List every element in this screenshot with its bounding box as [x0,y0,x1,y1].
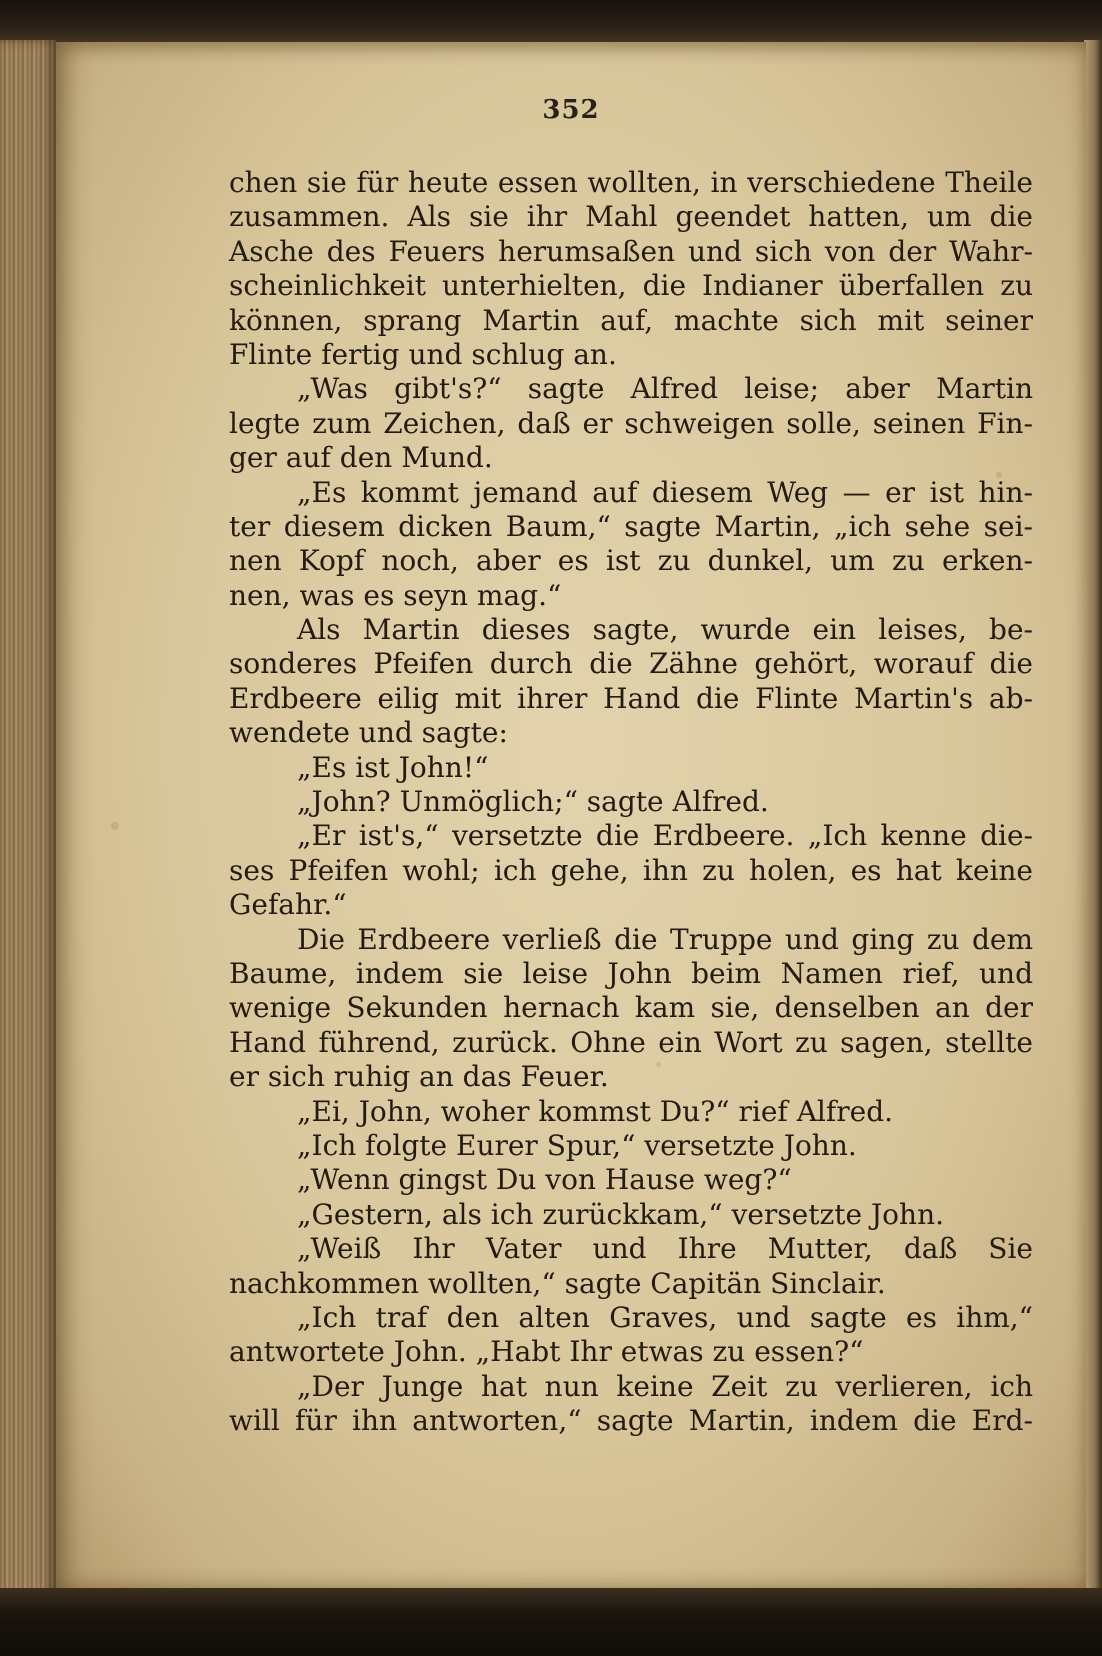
book-page [56,42,1086,1594]
text-line: „Gestern, als ich zurückkam,“ versetzte John. [297,1197,945,1231]
text-line: „Ei, John, woher kommst Du?“ rief Alfred. [297,1094,894,1128]
text-line: „Er ist's,“ versetzte die Erdbeere. „Ich kenne die- [297,819,1033,853]
text-line: „Es kommt jemand auf diesem Weg — er ist hin- [297,475,1033,509]
text-line: „Was gibt's?“ sagte Alfred leise; aber Martin [297,372,1033,406]
paper-stain [111,822,119,830]
text-line: wendete und sagte: [229,716,508,750]
text-line: will für ihn antworten,“ sagte Martin, indem die Erd- [229,1404,1033,1438]
text-line: Baume, indem sie leise John beim Namen rief, und [229,956,1033,990]
text-line: „Wenn gingst Du von Hause weg?“ [297,1163,792,1197]
text-line: wenige Sekunden hernach kam sie, denselben an der [229,991,1033,1025]
text-line: scheinlichkeit unterhielten, die Indianer überfallen zu [229,269,1033,303]
text-line: sonderes Pfeifen durch die Zähne gehört, worauf die [229,647,1033,681]
text-line: ter diesem dicken Baum,“ sagte Martin, „ich sehe sei- [229,509,1033,543]
text-line: „Weiß Ihr Vater und Ihre Mutter, daß Sie [297,1232,1033,1266]
text-line: Die Erdbeere verließ die Truppe und ging zu dem [297,922,1033,956]
text-line: „Ich folgte Eurer Spur,“ versetzte John. [297,1128,857,1162]
text-line: Gefahr.“ [229,888,347,922]
text-line: chen sie für heute essen wollten, in verschiedene Theile [229,166,1033,199]
text-line: „Der Junge hat nun keine Zeit zu verlieren, ich [297,1369,1033,1403]
text-line: ses Pfeifen wohl; ich gehe, ihn zu holen, es hat keine [229,853,1033,887]
text-line: Hand führend, zurück. Ohne ein Wort zu sagen, stellte [229,1025,1033,1059]
book-page-edge-right [1084,40,1102,1600]
text-line: ger auf den Mund. [229,441,493,475]
text-line: Erdbeere eilig mit ihrer Hand die Flinte Martin's ab- [229,681,1033,715]
text-line: „Es ist John!“ [297,750,489,784]
book-top-edge [0,0,1102,46]
text-line: Flinte fertig und schlug an. [229,337,617,371]
text-line: Asche des Feuers herumsaßen und sich von der Wahr- [229,234,1033,268]
text-line: Als Martin dieses sagte, wurde ein leises, be- [297,613,1033,647]
text-line: „Ich traf den alten Graves, und sagte es ihm,“ [297,1300,1033,1334]
text-line: nen Kopf noch, aber es ist zu dunkel, um zu erken- [229,544,1033,578]
text-line: legte zum Zeichen, daß er schweigen solle, seinen Fin- [229,406,1033,440]
text-line: „John? Unmöglich;“ sagte Alfred. [297,785,769,819]
text-line: nen, was es seyn mag.“ [229,578,562,612]
text-line: können, sprang Martin auf, machte sich mit seiner [229,303,1033,337]
text-line: nachkommen wollten,“ sagte Capitän Sinclair. [229,1266,886,1300]
text-line: antwortete John. „Habt Ihr etwas zu essen?“ [229,1335,864,1369]
text-line: er sich ruhig an das Feuer. [229,1060,609,1094]
book-page-edges-left [0,40,56,1600]
text-line: zusammen. Als sie ihr Mahl geendet hatten, um die [229,200,1033,234]
page-number: 352 [542,95,600,125]
book-bottom-edge [0,1588,1102,1656]
body-text [229,166,1033,1438]
